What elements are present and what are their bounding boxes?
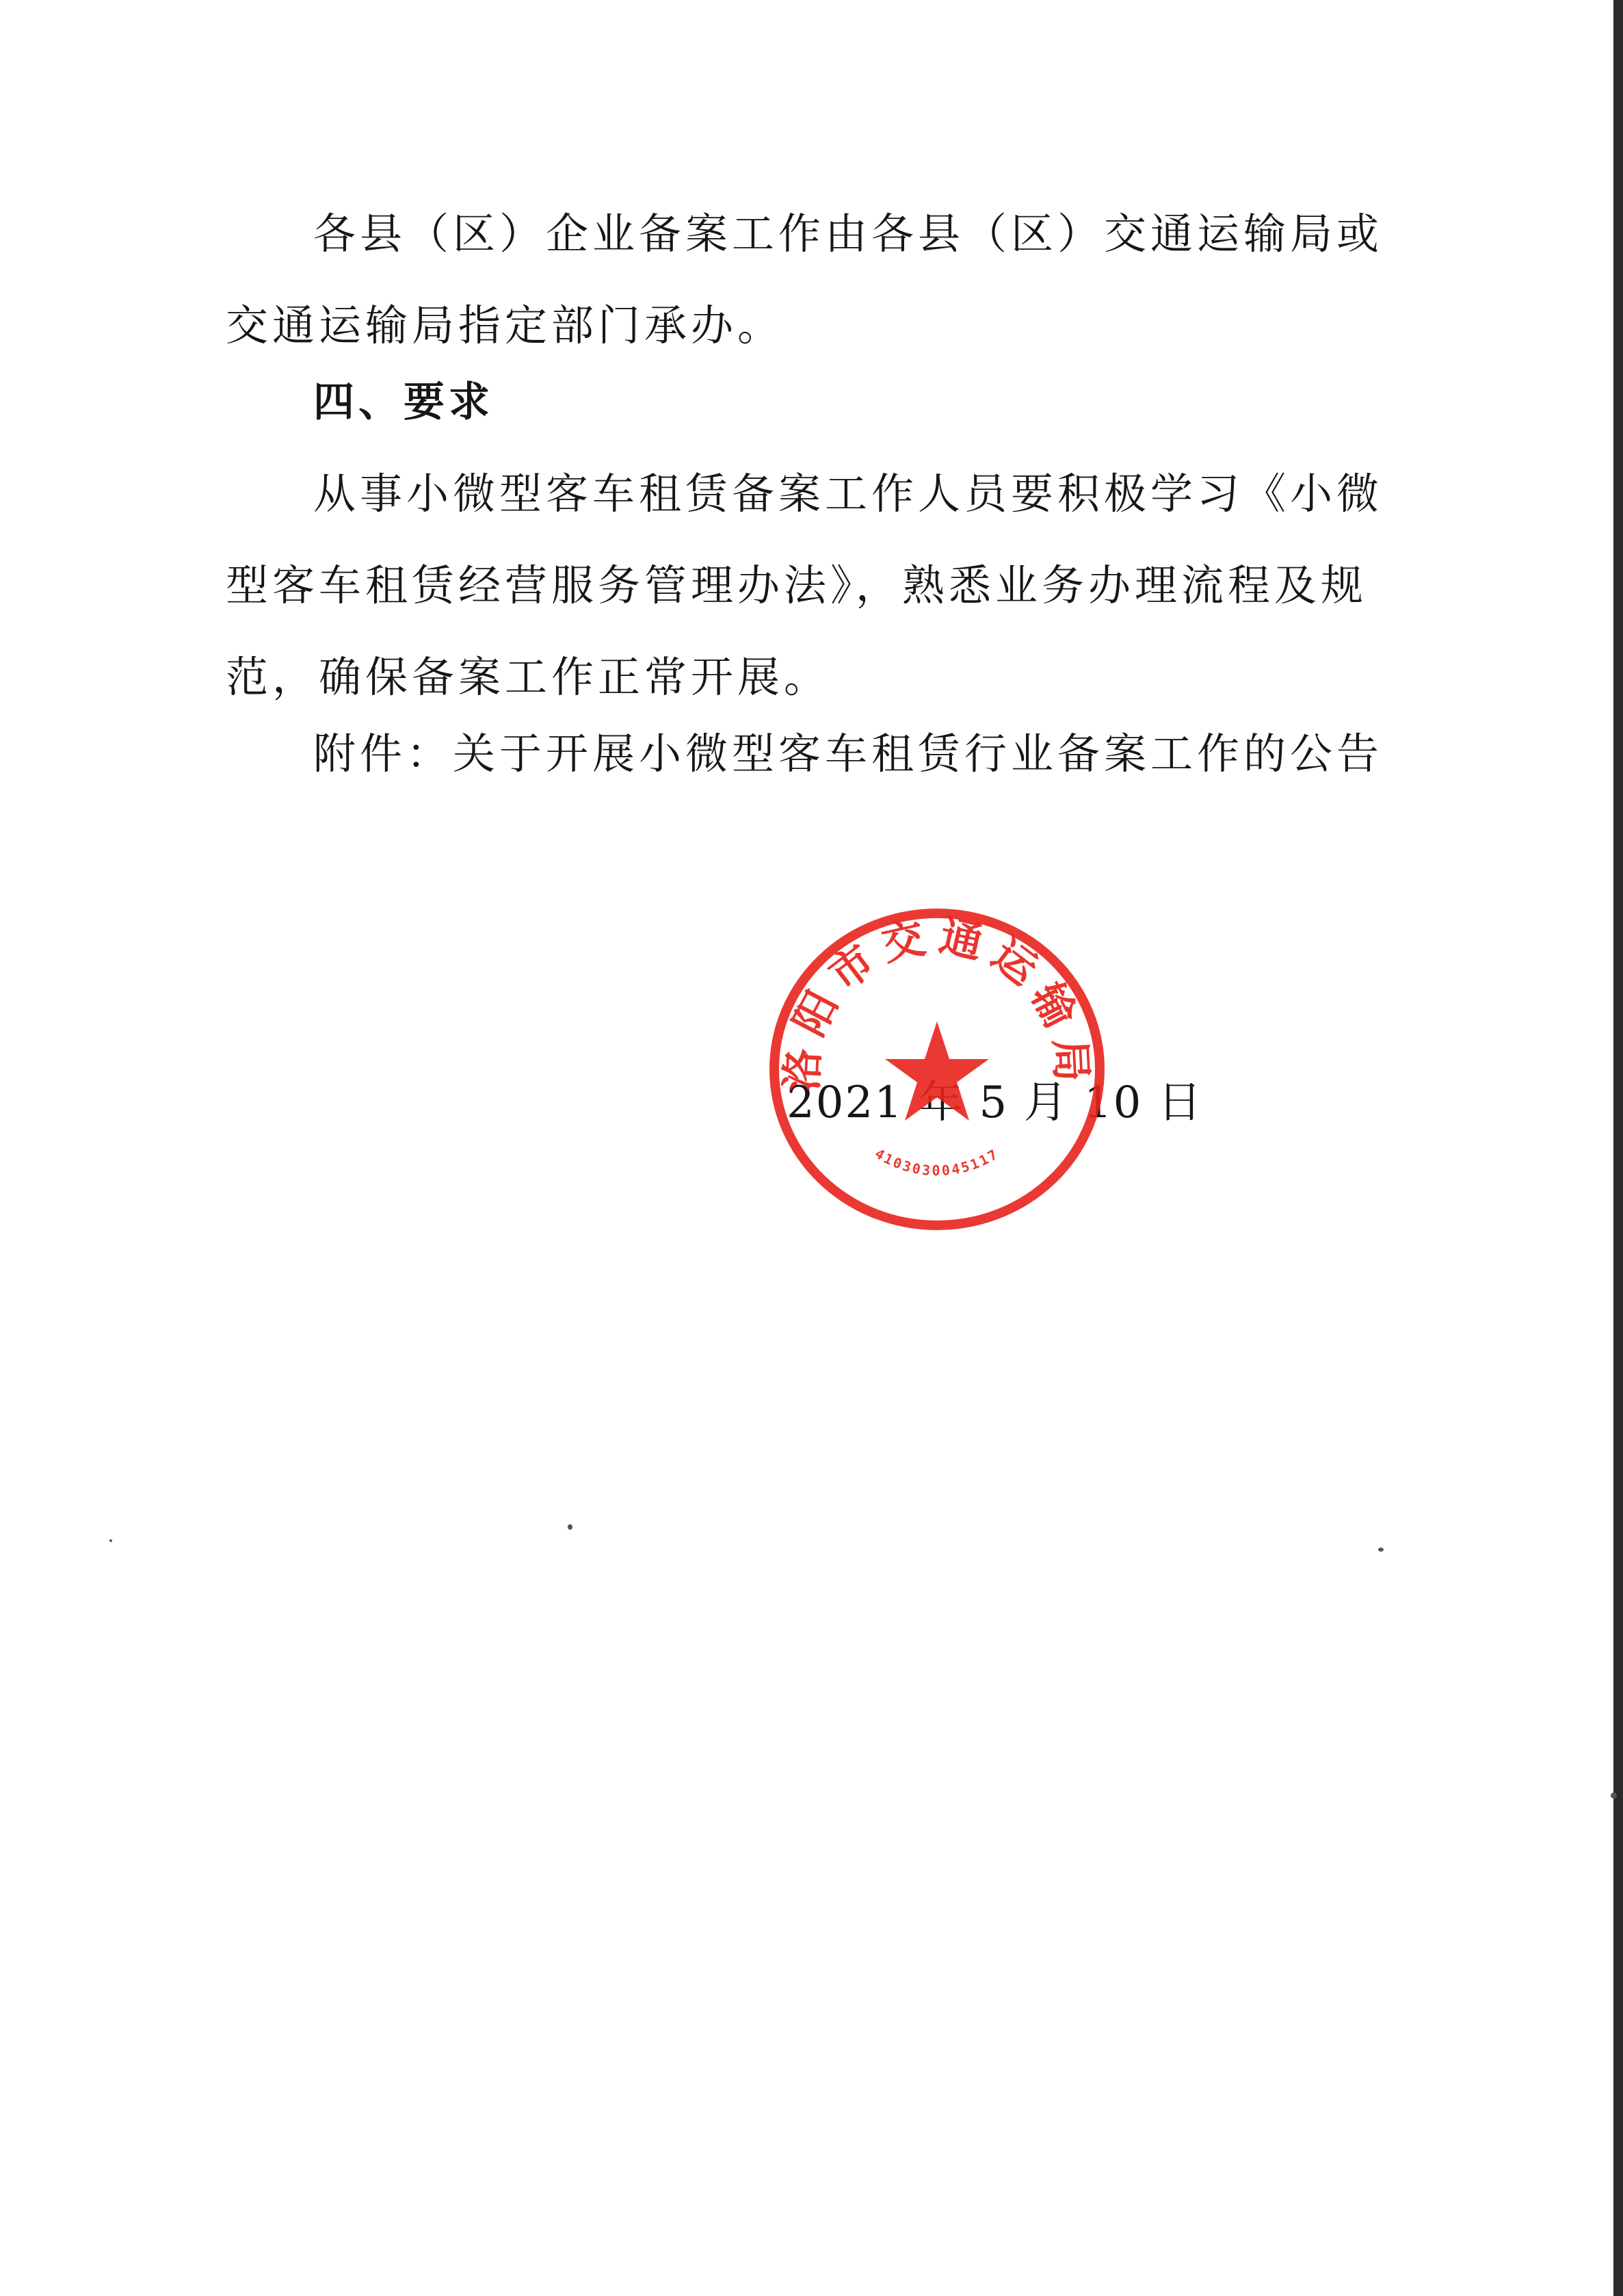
scan-speck xyxy=(1378,1548,1384,1552)
paragraph-filing-department: 各县（区）企业备案工作由各县（区）交通运输局或交通运输局指定部门承办。 xyxy=(226,209,1384,350)
official-seal xyxy=(763,902,1111,1237)
paragraph-requirements: 从事小微型客车租赁备案工作人员要积极学习《小微型客车租赁经营服务管理办法》，熟悉业务办理流程及规范，确保备案工作正常开展。 xyxy=(226,469,1384,702)
signature-date: 2021 年 5 月 10 日 xyxy=(787,1078,1203,1128)
scan-speck xyxy=(568,1524,572,1530)
seal-code: 4103030045117 xyxy=(872,1145,1002,1179)
section-heading-requirements: 四、要求 xyxy=(313,378,494,426)
scan-speck xyxy=(109,1539,112,1542)
seal-star-icon xyxy=(885,1021,989,1121)
scan-speck xyxy=(1611,1792,1617,1799)
scan-page-edge xyxy=(1613,0,1623,2296)
seal-name: 洛阳市交通运输局 xyxy=(776,910,1098,1093)
svg-text:4103030045117 xyxy=(872,1145,1002,1179)
paragraph-attachment: 附件：关于开展小微型客车租赁行业备案工作的公告 xyxy=(313,729,1384,779)
